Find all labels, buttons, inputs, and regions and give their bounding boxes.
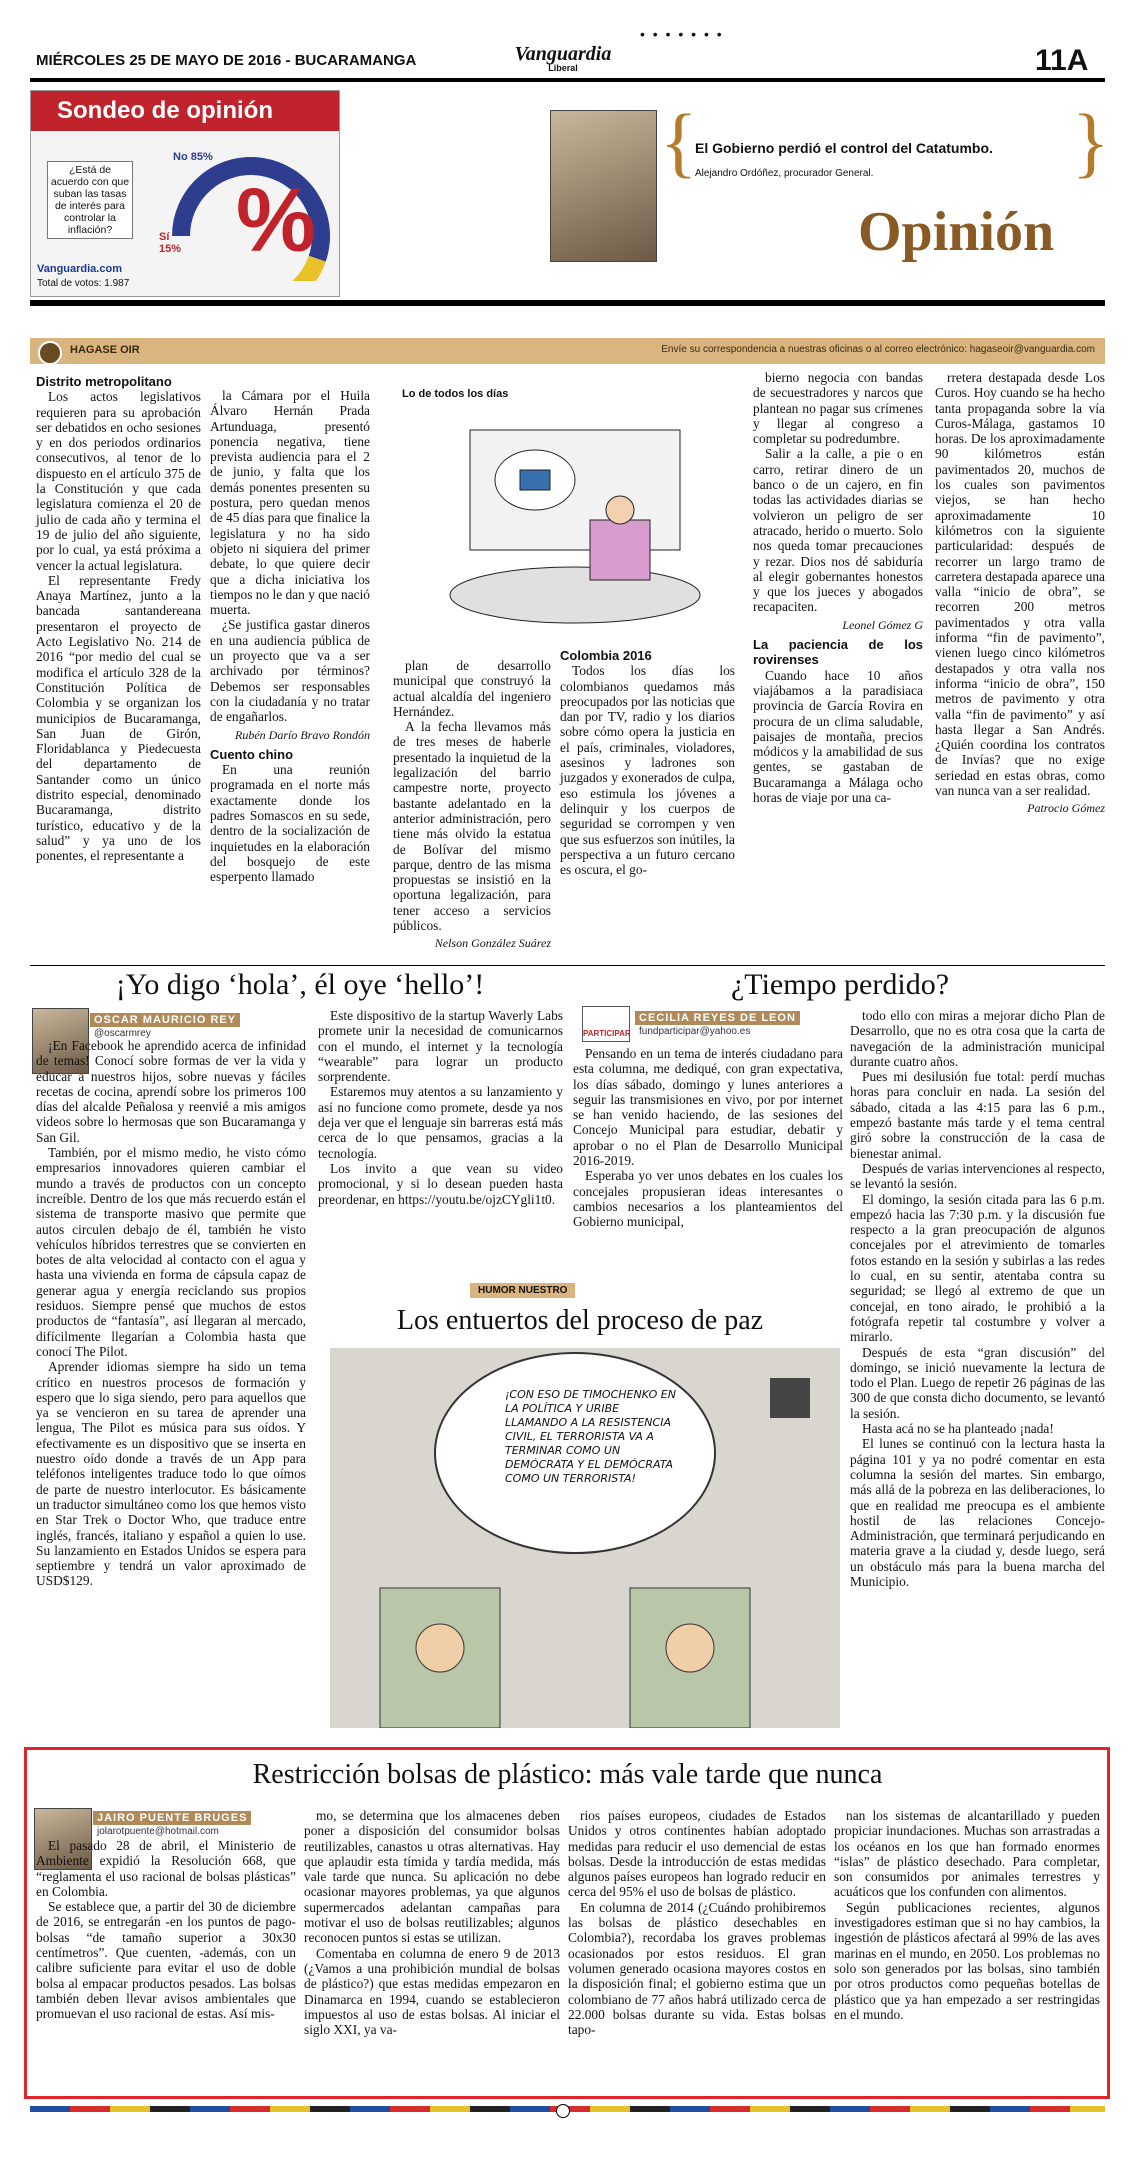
paragraph: Todos los días los colombianos quedamos más preocupados por las noticias que dan por TV, radio y los diarios sobre cómo opera la justicia en el país, criminales, violadores, asesinos y ladrones son juzgados y exonerados de culpa, eso estimula los jóvenes a delinquir y los cuerpos de seguridad se corrompen y ven que sus esfuerzos son inútiles, la perspectiva a un futuro cercano es oscura, el go- [560, 663, 735, 878]
byline-reyes [635, 1008, 845, 1037]
humor-bubble-text: ¡CON ESO DE TIMOCHENKO EN LA POLÍTICA Y URIBE LLAMANDO A LA RESISTENCIA CIVIL, EL TERRORISTA VA A TERMINAR COMO UN DEMÓCRATA Y EL DEMÓCRATA COMO UN TERRORISTA! [505, 1388, 676, 1485]
paragraph: bierno negocia con bandas de secuestradores y narcos que plantean no pagar sus crímenes y llegar al congreso a completar su podredumbre. [753, 370, 923, 447]
sondeo-votes: Total de votos: 1.987 [37, 278, 130, 289]
paragraph: ¡En Facebook he aprendido acerca de infinidad de temas! Conocí sobre formas de ver la vida y educar a nuestros hijos, sobre nuevas y fáciles recetas de cocina, aprendí sobre los primeros 100 días del alcalde Peñalosa y reenvié a mis amigos videos sobre lo hermosas que son Bucaramanga y San Gil. [36, 1038, 306, 1145]
footer-registration-mark [556, 2104, 570, 2118]
participar-logo [582, 1006, 630, 1042]
brand-sub: Liberal [548, 63, 578, 73]
author-name: JAIRO PUENTE BRUGES [93, 1811, 251, 1825]
paragraph: Los actos legislativos requieren para su aprobación ser debatidos en ocho sesiones y en dos periodos ordinarios consecutivos, al tenor de lo dispuesto en el artículo 375 de la Constitución y que cada legislatura comienza el 20 de julio de cada año y termina el 19 de julio del año siguiente, por lo cual, ya está próxima a vencer la actual legislatura. [36, 389, 201, 573]
section-heading: Colombia 2016 [560, 648, 652, 663]
section-title: Opinión [858, 201, 1055, 263]
quote-brace-left: { [660, 98, 698, 185]
cartoon1-title: Lo de todos los días [402, 388, 509, 400]
signature: Rubén Darío Bravo Rondón [235, 727, 370, 742]
page-number: 11A [1035, 44, 1089, 77]
letters-col-5 [753, 370, 923, 805]
paragraph: rios países europeos, ciudades de Estados Unidos y otros continentes habían adoptado medidas para reducir el uso demencial de estas bolsas. Desde la introducción de estas medidas algunos países europeos han logrado reducir en cerca del 95% el uso de bolsas de plástico. [568, 1808, 826, 1900]
hagase-oir-notice: Envíe su correspondencia a nuestras oficinas o al correo electrónico: hagaseoir@vanguardia.com [661, 344, 1095, 355]
quote-text: El Gobierno perdió el control del Catatumbo. [695, 140, 993, 156]
article-hola-col-1 [36, 1038, 306, 1589]
byline-rey [90, 1010, 310, 1039]
paragraph: Cuando hace 10 años viajábamos a la paradisiaca provincia de García Rovira en procura de un clima saludable, paisajes de montaña, precios módicos y la amabilidad de sus gentes, se gastaban de Bucaramanga a Málaga ocho horas de viaje por una ca- [753, 667, 923, 806]
paragraph: A la fecha llevamos más de tres meses de haberle presentado la inquietud de la legalización del barrio campestre norte, proyecto bastante adelantado en la anterior administración, pero tiene más olvido la estatua de Bolívar del mismo parque, dentro de las misma propuestas se insistió en la oportuna legalización, para tener acceso a servicios públicos. [393, 719, 551, 934]
humor-title: Los entuertos del proceso de paz [396, 1305, 764, 1336]
paragraph: Aprender idiomas siempre ha sido un tema crítico en nuestros procesos de formación y espero que lo siga siendo, pero para aquellos que ya se vencieron en su tarea de aprender una lengua, The Pilot es música para sus oídos. Y efectivamente es un dispositivo que se inserta en nuestro oído donde a través de un App para teléfonos inteligentes traduce todo lo que oímos de parte de nuestro interlocutor. Es básicamente un traductor simultáneo como los que hemos visto en Star Trek o Doctor Who, que traduce entre inglés, francés, italiano y español a quien lo use. Su lanzamiento en Estados Unidos se espera para septiembre y tendrá un valor aproximado de USD$129. [36, 1359, 306, 1589]
paragraph: nan los sistemas de alcantarillado y pueden propiciar inundaciones. Muchas son arrastradas a los océanos en los que han formado enormes “islas” de plástico desechado. Para completar, son consumidos por animales terrestres y acuáticos que los confunden con alimentos. [834, 1808, 1100, 1900]
quote-author: Alejandro Ordóñez, procurador General. [695, 168, 874, 179]
paragraph: plan de desarrollo municipal que construyó la actual alcaldía del ingeniero Hernández. [393, 658, 551, 719]
paragraph: Los invito a que vean su video promocional, y si lo desean pueden hasta preordenar, en https://youtu.be/ojzCYgli1t0. [318, 1160, 563, 1207]
paragraph: todo ello con miras a mejorar dicho Plan de Desarrollo, que no es otra cosa que la carta de navegación de la administración municipal durante cuatro años. [850, 1008, 1105, 1069]
no-label: No 85% [173, 151, 213, 163]
paragraph: Después de varias intervenciones al respecto, se levantó la sesión. [850, 1160, 1105, 1192]
author-email[interactable]: fundparticipar@yahoo.es [639, 1026, 751, 1037]
section-heading: Cuento chino [210, 746, 294, 762]
letters-bottom-rule [30, 965, 1105, 966]
article-tiempo-title: ¿Tiempo perdido? [730, 968, 950, 1001]
quote-brace-right: } [1072, 98, 1110, 185]
article-hola-title: ¡Yo digo ‘hola’, él oye ‘hello’! [115, 968, 485, 1001]
quote-photo [550, 110, 657, 262]
article-tiempo-col-2 [850, 1008, 1105, 1589]
paragraph: Según publicaciones recientes, algunos investigadores estiman que si no hay cambios, la ingestión de plásticos afectará al 99% de las aves marinas en el mundo, en 2050. Los problemas no solo son generados por las bolsas, sino también por otros productos como pequeñas botellas de plástico que ya han empezado a ser restringidas en el mundo. [834, 1899, 1100, 2022]
percent-symbol: % [236, 171, 317, 271]
paragraph: El pasado 28 de abril, el Ministerio de Ambiente expidió la Resolución 668, que “reglamenta el uso racional de bolsas plásticas” en Colombia. [36, 1838, 296, 1899]
paragraph: En columna de 2014 (¿Cuándo prohibiremos las bolsas de plástico desechables en Colombia?), recordaba los graves problemas ocasionados por estos residuos. El gran volumen generado ocasiona mayores costos en la disposición final; el gobierno estima que un colombiano de 77 años habrá utilizado cerca de 22.000 bolsas durante su vida. Estas bolsas tapo- [568, 1899, 826, 2038]
letters-col-2 [210, 388, 370, 885]
author-email[interactable]: jolarotpuente@hotmail.com [97, 1826, 219, 1837]
article-tiempo-col-1 [573, 1046, 843, 1230]
paragraph: ¿Se justifica gastar dineros en una audiencia pública de un proyecto que va a ser archivado por términos? Debemos ser responsables con la ciudadanía y no tratar de engañarlos. [210, 617, 370, 725]
letters-col-4 [560, 644, 735, 877]
paragraph: En una reunión programada en el norte más exactamente donde los padres Somascos en su sede, dentro de la socialización de inquietudes en la elaboración del bosquejo de este esperpento llamado [210, 762, 370, 885]
paragraph: Se establece que, a partir del 30 de diciembre de 2016, se entregarán -en los puntos de pago- bolsas “de tamaño superior a 30x30 centímetros”. Que cuenten, -además, con un calibre suficiente para evitar el uso de doble bolsa al empacar productos pesados. Las bolsas también deben llevar avisos ambientales que promuevan el uso racional de estas. Así mis- [36, 1899, 296, 2022]
article-bolsas-col-3 [568, 1808, 826, 2037]
paragraph: Después de esta “gran discusión” del domingo, se inició nuevamente la lectura de todo el Plan. Luego de repetir 26 páginas de las 300 de que consta dicho documento, se levantó la sesión. [850, 1344, 1105, 1421]
header-date: MIÉRCOLES 25 DE MAYO DE 2016 - BUCARAMANGA [36, 52, 417, 69]
section-heading: Distrito metropolitano [36, 374, 172, 389]
signature: Nelson González Suárez [434, 936, 551, 951]
paragraph: Esperaba yo ver unos debates en los cuales los concejales propusieran ideas interesantes o cambios necesarios a los planteamientos del Gobierno municipal, [573, 1168, 843, 1230]
letters-col-1 [36, 370, 201, 864]
hagase-oir-icon [38, 341, 62, 365]
paragraph: Estaremos muy atentos a su lanzamiento y así no funcione como promete, desde ya nos deja ver que el lenguaje sin barreras está más cerca de lo que pensamos, gracias a la tecnología. [318, 1084, 563, 1161]
paragraph: la Cámara por el Huila Álvaro Hernán Prada Artunduaga, presentó ponencia negativa, tiene prevista audiencia para el 2 de junio, y falta que los demás ponentes presenten su postura, pero quedan menos de 45 días para que finalice la legislatura y no ha sido objeto ni siquiera del primer debate, lo que quiere decir que a dicha iniciativa los tiempos no le dan y que nació muerta. [210, 388, 370, 618]
participar-logo-text: PARTICIPAR [583, 1029, 631, 1038]
signature: Leonel Gómez G [842, 617, 923, 632]
article-bolsas-col-2 [304, 1808, 560, 2037]
paragraph: Hasta acá no se ha planteado ¡nada! [862, 1421, 1054, 1437]
author-name: OSCAR MAURICIO REY [90, 1013, 240, 1027]
paragraph: También, por el mismo medio, he visto cómo empresarios innovadores quieren cambiar el mundo a través de productos con un concepto increíble. Dentro de los que más recuerdo están el sistema de transporte masivo que permite que autos circulen debajo de él, también he visto vehículos híbridos terrestres que se convierten en botes de alta velocidad al contacto con el agua y hasta una vivienda en forma de cápsula capaz de generar agua y energía reciclando sus propios residuos. Siempre pensé que muchos de estos productos de “fantasía”, así llegaran al mercado, difícilmente llegarían a Colombia hasta que conocí The Pilot. [36, 1145, 306, 1359]
paragraph: Pensando en un tema de interés ciudadano para esta columna, me dediqué, con gran expectativa, los días sábado, domingo y lunes anteriores a seguir las transmisiones en vivo, por por internet se han venido haciendo, de las sesiones del Concejo Municipal para estudiar, debatir y aprobar o no el Plan de Desarrollo Municipal 2016-2019. [573, 1046, 843, 1169]
cartoon1-drawing [440, 400, 710, 628]
paragraph: Comentaba en columna de enero 9 de 2013 (¿Vamos a una prohibición mundial de bolsas de plástico?) que estas medidas empezaron en Dinamarca en 1994, cuando se establecieron impuestos al uso de estas bolsas. Al iniciar el siglo XXI, ya va- [304, 1945, 560, 2038]
header-rule [30, 78, 1105, 82]
sondeo-question: ¿Está de acuerdo con que suban las tasas de interés para controlar la inflación? [47, 161, 133, 239]
hagase-oir-bar [30, 338, 1105, 364]
signature: Patrocio Gómez [1027, 801, 1105, 816]
brand-name: Vanguardia [514, 43, 612, 65]
byline-puente [93, 1808, 298, 1837]
section-heading: La paciencia de los rovirenses [753, 637, 923, 668]
author-name: CECILIA REYES DE LEON [635, 1011, 800, 1025]
author-handle[interactable]: @oscarmrey [94, 1028, 151, 1039]
letters-col-6 [935, 370, 1105, 817]
sondeo-title: Sondeo de opinión [31, 91, 339, 131]
sondeo-box [30, 90, 340, 297]
paragraph: El representante Fredy Anaya Martínez, junto a la bancada santandereana presentaron el proyecto de Acto Legislativo No. 214 de 2016 “por medio del cual se modifica el artículo 328 de la Constitución Política de Colombia y se organizan los municipios de Bucaramanga, San Juan de Girón, Floridablanca y Piedecuesta del departamento de Santander como un único distrito especial, denominado Bucaramanga, distrito turístico, educativo y de la salud” y ya uno de los ponentes, el representante a [36, 572, 201, 864]
paragraph: El lunes se continuó con la lectura hasta la página 101 y ya no podré comentar en esta columna la sesión del martes. Sin embargo, más allá de la pobreza en las deliberaciones, lo que en realidad me preocupa es el ambiente hostil de las relaciones Concejo-Administración, que terminará perjudicando en materia grave a la ciudad y, desde luego, será un obstáculo más para la buena marcha del Municipio. [850, 1436, 1105, 1589]
brand-logo [508, 44, 618, 73]
article-bolsas-col-4 [834, 1808, 1100, 2022]
paragraph: Pues mi desilusión fue total: perdí muchas horas para concluir en nada. La sesión del sábado, citada a las 4:15 para las 6 p.m., empezó bastante más tarde y el tema central giró sobre la construcción de la casa de bienestar animal. [850, 1069, 1105, 1161]
hagase-oir-label: HAGASE OIR [70, 344, 140, 356]
paragraph: Este dispositivo de la startup Waverly Labs promete unir la necesidad de comunicarnos con el mundo, el internet y la tecnología “wearable” para lograr un producto sorprendente. [318, 1008, 563, 1085]
section-rule [30, 300, 1105, 306]
sondeo-site[interactable]: Vanguardia.com [37, 263, 122, 275]
paragraph: rretera destapada desde Los Curos. Hoy cuando se ha hecho tanta propaganda sobre la vía Curos-Málaga, gastamos 10 horas. De los aproximadamente 90 kilómetros están pavimentados 20, muchos de los cuales son pavimentos viejos, se han hecho aproximadamente 10 kilómetros con la siguiente particularidad: después de recorrer un largo tramo de carretera destapada aparece una valla “inicio de obra”, se recorren 200 metros pavimentados y otra valla informa “fin de pavimento”, vienen luego cinco kilómetros destapados y otra valla nos informa “inicio de obra”, 150 metros de pavimento y otra valla “fin de pavimento” y así hasta llegar a San Andrés. ¿Quién coordina los contratos de Invías? que no exige seriedad en estas obras, como van nunca van a ser realidad. [935, 370, 1105, 799]
humor-label: HUMOR NUESTRO [470, 1283, 575, 1298]
top-dots: • • • • • • • [640, 26, 724, 42]
article-hola-col-2 [318, 1008, 563, 1207]
si-label: Sí 15% [159, 231, 182, 255]
article-bolsas-col-1 [36, 1838, 296, 2022]
paragraph: mo, se determina que los almacenes deben poner a disposición del consumidor bolsas reutilizables, canastos u otras alternativas. Hay que aplaudir esta tímida y tardía medida, más vale tarde que nunca. Su aplicación no debe ocasionar mayores problemas, ya que algunos supermercados adelantan campañas para motivar el uso de bolsas reutilizables; algunos reconocen puntos si estas se utilizan. [304, 1808, 560, 1946]
paragraph: El domingo, la sesión citada para las 6 p.m. empezó hacia las 7:30 p.m. y la discusión fue respecto a la gran preocupación de algunos concejales por el atrevimiento de tomarles fotos estando en la sesión y subirlas a las redes lo cual, en su sentir, atentaba contra su seguridad; se llegó al extremo de que un concejal, en tono airado, le prohibió a la fotógrafa repetir tal costumbre y volver a mirarlo. [850, 1191, 1105, 1345]
article-bolsas-title: Restricción bolsas de plástico: más vale tarde que nunca [252, 1759, 883, 1790]
paragraph: Salir a la calle, a pie o en carro, retirar dinero de un banco o de un cajero, en fin todas las actividades diarias se volvieron un peligro de ser atracado, herido o muerto. Solo nos queda tomar precauciones y rezar. Dios nos dé sabiduría al elegir gobernantes honestos y que los jueces y abogados recapaciten. [753, 446, 923, 615]
letters-col-3 [393, 658, 551, 952]
